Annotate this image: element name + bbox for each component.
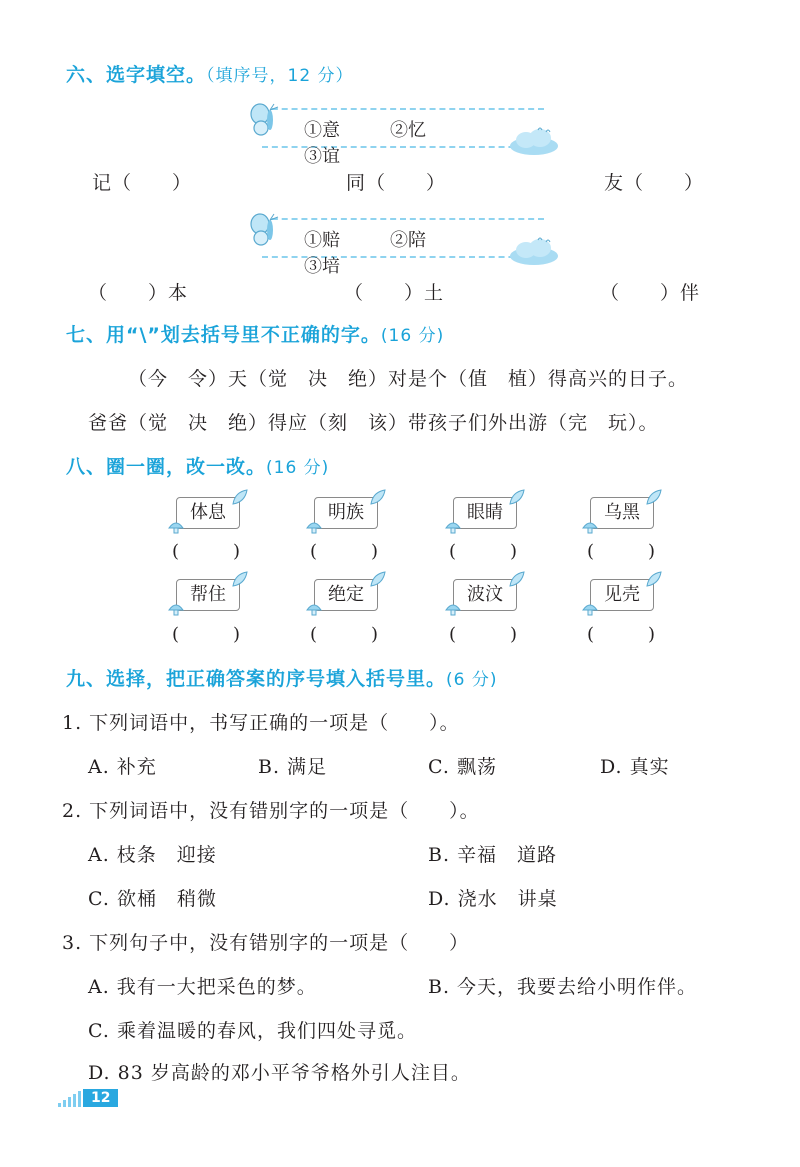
word-text: 明族 bbox=[328, 502, 364, 523]
section6-points: （填序号，12 分） bbox=[206, 66, 354, 86]
section9-title: 九、选择，把正确答案的序号填入括号里。 bbox=[66, 668, 447, 690]
mushroom-icon bbox=[168, 520, 184, 534]
mushroom-icon bbox=[445, 520, 461, 534]
section9-heading bbox=[66, 664, 498, 691]
leaf-icon bbox=[231, 570, 249, 588]
mushroom-icon bbox=[168, 602, 184, 616]
fill-item-you[interactable]: 友（ ） bbox=[604, 172, 705, 194]
question-2-stem: 2. 下列词语中，没有错别字的一项是（ ）。 bbox=[62, 800, 480, 822]
choice-box-2 bbox=[262, 218, 544, 277]
leaf-icon bbox=[508, 570, 526, 588]
mushroom-icon bbox=[445, 602, 461, 616]
cloud-icon bbox=[508, 236, 560, 266]
option-1: ①意 bbox=[304, 120, 340, 141]
answer-blank[interactable]: ( ) bbox=[587, 541, 656, 562]
q3-option-c[interactable]: C. 乘着温暖的春风，我们四处寻觅。 bbox=[88, 1020, 417, 1042]
q2-option-c[interactable]: C. 欲桶 稍微 bbox=[88, 888, 217, 910]
q3-option-d[interactable]: D. 83 岁高龄的邓小平爷爷格外引人注目。 bbox=[88, 1062, 471, 1084]
q2-option-a[interactable]: A. 枝条 迎接 bbox=[88, 844, 217, 866]
answer-blank[interactable]: ( ) bbox=[310, 541, 379, 562]
option-2: ②忆 bbox=[390, 120, 426, 141]
mushroom-icon bbox=[582, 602, 598, 616]
q1-option-a[interactable]: A. 补充 bbox=[88, 756, 157, 778]
answer-blank[interactable]: ( ) bbox=[449, 541, 518, 562]
section7-line1: （今 令）天（觉 决 绝）对是个（值 植）得高兴的日子。 bbox=[128, 368, 689, 390]
fill-item-tong[interactable]: 同（ ） bbox=[346, 172, 447, 194]
q1-option-c[interactable]: C. 飘荡 bbox=[428, 756, 497, 778]
option-3: ③谊 bbox=[304, 146, 340, 167]
q1-option-d[interactable]: D. 真实 bbox=[600, 756, 670, 778]
word-tag bbox=[176, 497, 240, 529]
word-tag bbox=[176, 579, 240, 611]
section6-heading bbox=[66, 60, 354, 87]
option-1: ①赔 bbox=[304, 230, 340, 251]
answer-blank[interactable]: ( ) bbox=[587, 624, 656, 645]
leaf-icon bbox=[369, 570, 387, 588]
word-tag bbox=[314, 579, 378, 611]
word-tag bbox=[453, 497, 517, 529]
option-3: ③培 bbox=[304, 256, 340, 277]
mushroom-icon bbox=[582, 520, 598, 534]
butterfly-icon bbox=[248, 212, 286, 248]
section6-title: 六、选字填空。 bbox=[66, 64, 207, 86]
answer-blank[interactable]: ( ) bbox=[449, 624, 518, 645]
answer-blank[interactable]: ( ) bbox=[172, 624, 241, 645]
leaf-icon bbox=[231, 488, 249, 506]
word-text: 眼睛 bbox=[467, 502, 503, 523]
section7-heading bbox=[66, 320, 444, 347]
choice-box-1 bbox=[262, 108, 544, 167]
q1-option-b[interactable]: B. 满足 bbox=[258, 756, 328, 778]
fill-item-ji[interactable]: 记（ ） bbox=[92, 172, 193, 194]
cloud-icon bbox=[508, 126, 560, 156]
section8-points: (16 分) bbox=[266, 458, 330, 478]
word-tag bbox=[314, 497, 378, 529]
section8-heading bbox=[66, 452, 329, 479]
section7-title: 七、用“\”划去括号里不正确的字。 bbox=[66, 324, 381, 346]
word-text: 帮住 bbox=[190, 584, 226, 605]
q3-option-b[interactable]: B. 今天，我要去给小明作伴。 bbox=[428, 976, 698, 998]
word-text: 体息 bbox=[190, 502, 226, 523]
mushroom-icon bbox=[306, 602, 322, 616]
word-text: 波汶 bbox=[467, 584, 503, 605]
answer-blank[interactable]: ( ) bbox=[310, 624, 379, 645]
page-footer bbox=[58, 1088, 118, 1108]
mushroom-icon bbox=[306, 520, 322, 534]
word-text: 绝定 bbox=[328, 584, 364, 605]
word-text: 乌黑 bbox=[604, 502, 640, 523]
section9-points: (6 分) bbox=[446, 670, 498, 690]
section7-line2: 爸爸（觉 决 绝）得应（刻 该）带孩子们外出游（完 玩）。 bbox=[88, 412, 659, 434]
signal-bars-icon bbox=[58, 1088, 83, 1107]
option-2: ②陪 bbox=[390, 230, 426, 251]
q3-option-a[interactable]: A. 我有一大把采色的梦。 bbox=[88, 976, 317, 998]
question-1-stem: 1. 下列词语中，书写正确的一项是（ ）。 bbox=[62, 712, 460, 734]
page-number: 12 bbox=[83, 1089, 118, 1107]
leaf-icon bbox=[508, 488, 526, 506]
leaf-icon bbox=[645, 488, 663, 506]
answer-blank[interactable]: ( ) bbox=[172, 541, 241, 562]
word-tag bbox=[590, 497, 654, 529]
fill-item-ban[interactable]: （ ）伴 bbox=[600, 282, 701, 304]
leaf-icon bbox=[369, 488, 387, 506]
fill-item-tu[interactable]: （ ）土 bbox=[344, 282, 445, 304]
fill-item-ben[interactable]: （ ）本 bbox=[88, 282, 189, 304]
butterfly-icon bbox=[248, 102, 286, 138]
word-tag bbox=[453, 579, 517, 611]
section7-points: (16 分) bbox=[380, 326, 445, 346]
word-text: 见壳 bbox=[604, 584, 640, 605]
q2-option-b[interactable]: B. 辛福 道路 bbox=[428, 844, 558, 866]
leaf-icon bbox=[645, 570, 663, 588]
question-3-stem: 3. 下列句子中，没有错别字的一项是（ ） bbox=[62, 932, 470, 954]
q2-option-d[interactable]: D. 浇水 讲桌 bbox=[428, 888, 558, 910]
word-tag bbox=[590, 579, 654, 611]
section8-title: 八、圈一圈，改一改。 bbox=[66, 456, 267, 478]
